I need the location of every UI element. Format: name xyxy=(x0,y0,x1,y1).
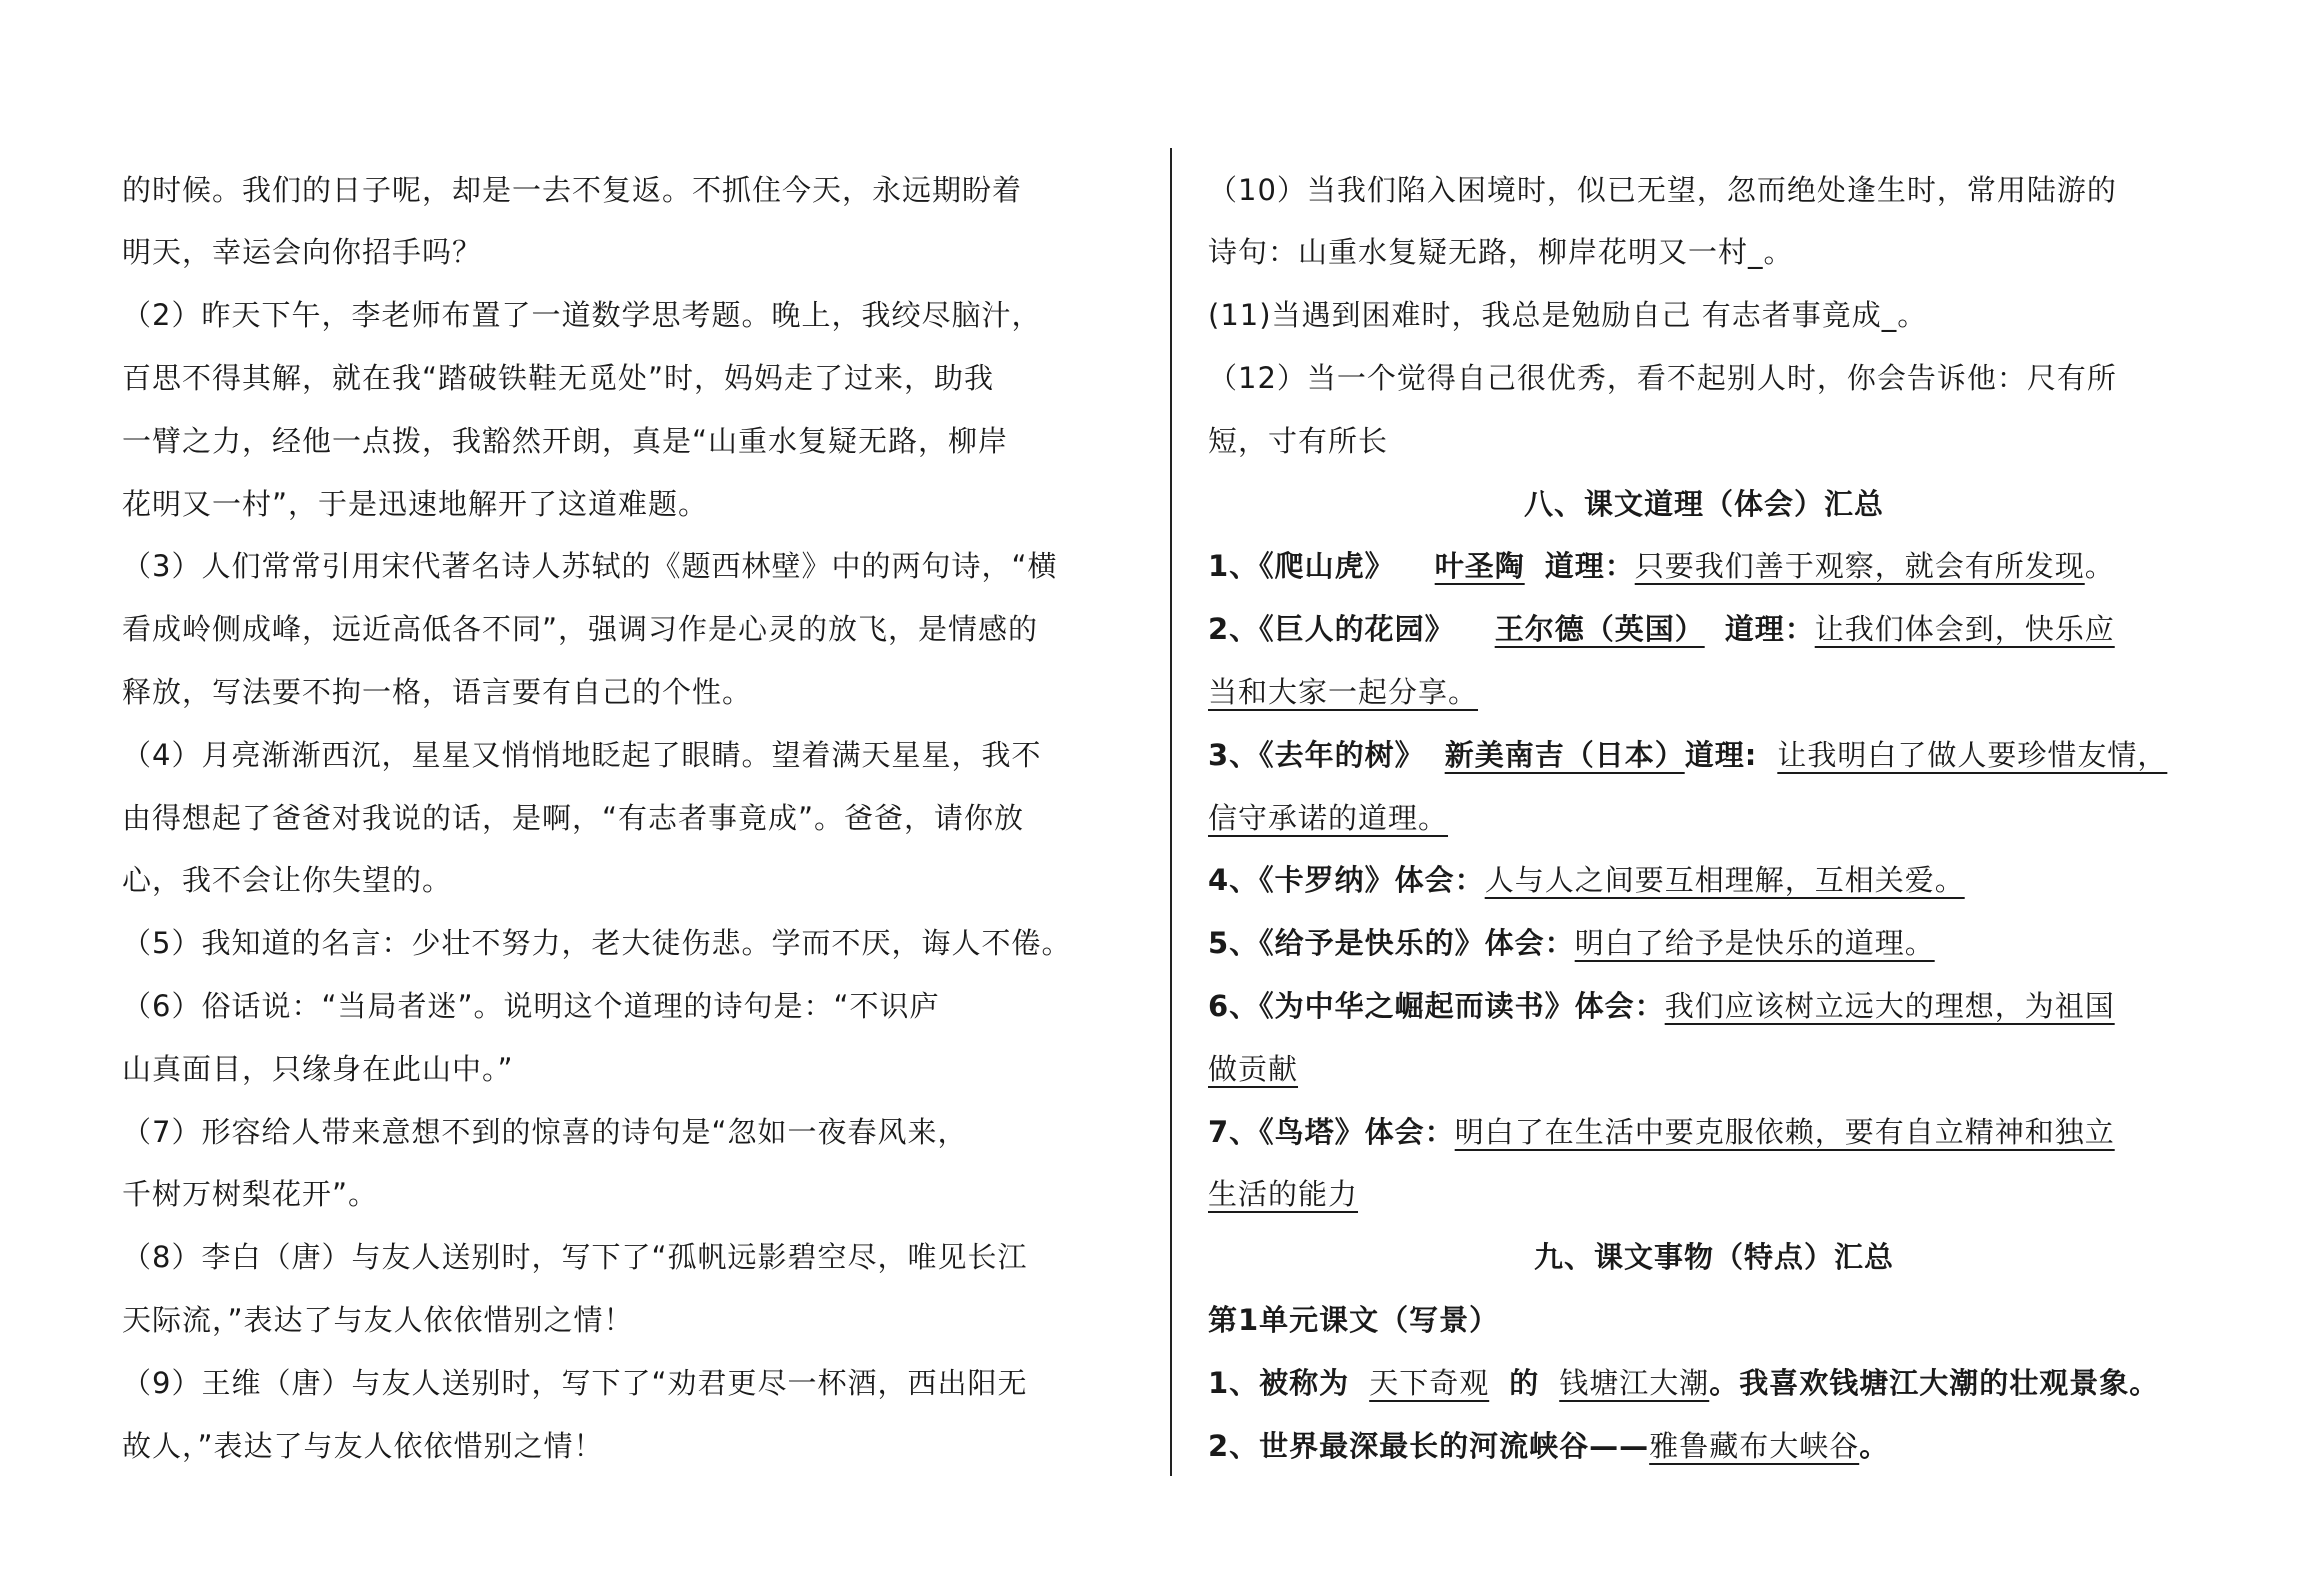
unit-1-title: 第1单元课文（写景） xyxy=(1208,1303,1500,1337)
item-answer: 天下奇观 xyxy=(1369,1366,1490,1400)
left-line: 花明又一村”，于是迅速地解开了这道难题。 xyxy=(122,487,709,521)
item-author: 新美南吉（日本） xyxy=(1444,738,1685,772)
item-text: 只要我们善于观察，就会有所发现 xyxy=(1634,549,2085,583)
item-text: 当和大家一起分享。 xyxy=(1208,675,1479,709)
left-line: 天际流，”表达了与友人依依惜别之情！ xyxy=(122,1303,634,1337)
item-text: 。我喜欢钱塘江大潮的壮观景象。 xyxy=(1709,1366,2160,1400)
left-line: 释放，写法要不拘一格，语言要有自己的个性。 xyxy=(122,675,753,709)
item-title: 7、《鸟塔》体会： xyxy=(1208,1115,1455,1149)
lesson-item-1 xyxy=(1208,546,2115,586)
left-line: 由得想起了爸爸对我说的话，是啊，“有志者事竟成”。爸爸，请你放 xyxy=(122,801,1025,835)
item-author: 叶圣陶 xyxy=(1434,549,1525,583)
left-line: 的时候。我们的日子呢，却是一去不复返。不抓住今天，永远期盼着 xyxy=(122,173,1023,207)
left-line: 山真面目，只缘身在此山中。” xyxy=(122,1052,514,1086)
item-title: 1、被称为 xyxy=(1208,1366,1350,1400)
q10-line-2: 诗句：山重水复疑无路，柳岸花明又一村_。 xyxy=(1208,235,1794,269)
lesson-item-7 xyxy=(1208,1112,2115,1152)
item-text: 信守承诺的道理。 xyxy=(1208,801,1449,835)
item-answer: 钱塘江大潮 xyxy=(1559,1366,1710,1400)
item-label: 道理: xyxy=(1684,738,1758,772)
item-connector: 的 xyxy=(1509,1366,1540,1400)
left-line: 心，我不会让你失望的。 xyxy=(122,863,453,897)
item-title: 4、《卡罗纳》体会： xyxy=(1208,863,1485,897)
item-answer: 雅鲁藏布大峡谷 xyxy=(1649,1429,1860,1463)
item-title: 2、世界最深最长的河流峡谷—— xyxy=(1208,1429,1650,1463)
left-line: （4）月亮渐渐西沉，星星又悄悄地眨起了眼睛。望着满天星星，我不 xyxy=(122,738,1042,772)
left-line: （7）形容给人带来意想不到的惊喜的诗句是“忽如一夜春风来， xyxy=(122,1115,968,1149)
lesson-item-7-cont xyxy=(1208,1174,1358,1214)
lesson-item-6 xyxy=(1208,986,2115,1026)
item-title: 2、《巨人的花园》 xyxy=(1208,612,1455,646)
left-line: （3）人们常常引用宋代著名诗人苏轼的《题西林壁》中的两句诗，“横 xyxy=(122,549,1058,583)
thing-item-1 xyxy=(1208,1363,2159,1403)
item-label: 道理： xyxy=(1544,549,1635,583)
item-title: 5、《给予是快乐的》体会： xyxy=(1208,926,1575,960)
lesson-item-5 xyxy=(1208,923,1935,963)
item-text: 人与人之间要互相理解，互相关爱。 xyxy=(1484,863,1965,897)
lesson-item-6-cont xyxy=(1208,1049,1298,1089)
left-line: （9）王维（唐）与友人送别时，写下了“劝君更尽一杯酒，西出阳无 xyxy=(122,1366,1028,1400)
left-line: （8）李白（唐）与友人送别时，写下了“孤帆远影碧空尽，唯见长江 xyxy=(122,1240,1028,1274)
column-divider xyxy=(1170,148,1172,1476)
item-text: 做贡献 xyxy=(1208,1052,1299,1086)
item-text: 明白了在生活中要克服依赖，要有自立精神和独立 xyxy=(1454,1115,2115,1149)
q12-line-2: 短，寸有所长 xyxy=(1208,424,1389,458)
section-8-title: 八、课文道理（体会）汇总 xyxy=(1524,487,1885,521)
item-title: 3、《去年的树》 xyxy=(1208,738,1425,772)
item-text: 让我们体会到，快乐应 xyxy=(1814,612,2115,646)
left-line: （5）我知道的名言：少壮不努力，老大徒伤悲。学而不厌，诲人不倦。 xyxy=(122,926,1072,960)
item-title: 1、《爬山虎》 xyxy=(1208,549,1395,583)
left-line: 千树万树梨花开”。 xyxy=(122,1177,379,1211)
left-line: （2）昨天下午，李老师布置了一道数学思考题。晚上，我绞尽脑汁， xyxy=(122,298,1042,332)
section-9-title: 九、课文事物（特点）汇总 xyxy=(1534,1240,1895,1274)
left-line: 看成岭侧成峰，远近高低各不同”，强调习作是心灵的放飞，是情感的 xyxy=(122,612,1039,646)
left-line: 百思不得其解，就在我“踏破铁鞋无觅处”时，妈妈走了过来，助我 xyxy=(122,361,995,395)
item-label: 道理： xyxy=(1724,612,1815,646)
left-line: （6）俗话说：“当局者迷”。说明这个道理的诗句是：“不识庐 xyxy=(122,989,940,1023)
item-end: 。 xyxy=(2084,549,2115,583)
q12-line-1: （12）当一个觉得自己很优秀，看不起别人时，你会告诉他：尺有所 xyxy=(1208,361,2117,395)
item-end: 。 xyxy=(1859,1429,1890,1463)
lesson-item-3 xyxy=(1208,735,2167,775)
lesson-item-2-cont xyxy=(1208,672,1478,712)
item-text: 我们应该树立远大的理想，为祖国 xyxy=(1664,989,2115,1023)
lesson-item-2 xyxy=(1208,609,2115,649)
item-text: 让我明白了做人要珍惜友情， xyxy=(1777,738,2168,772)
lesson-item-3-cont xyxy=(1208,798,1448,838)
left-line: 故人，”表达了与友人依依惜别之情！ xyxy=(122,1429,604,1463)
q10-line-1: （10）当我们陷入困境时，似已无望，忽而绝处逢生时，常用陆游的 xyxy=(1208,173,2117,207)
left-line: 明天，幸运会向你招手吗？ xyxy=(122,235,483,269)
thing-item-2 xyxy=(1208,1426,1889,1466)
left-line: 一臂之力，经他一点拨，我豁然开朗，真是“山重水复疑无路，柳岸 xyxy=(122,424,1009,458)
item-text: 生活的能力 xyxy=(1208,1177,1359,1211)
item-author: 王尔德（英国） xyxy=(1494,612,1705,646)
q11-line: (11)当遇到困难时，我总是勉励自己 有志者事竟成_。 xyxy=(1208,298,1928,332)
lesson-item-4 xyxy=(1208,860,1965,900)
item-text: 明白了给予是快乐的道理。 xyxy=(1574,926,1935,960)
item-title: 6、《为中华之崛起而读书》体会： xyxy=(1208,989,1665,1023)
